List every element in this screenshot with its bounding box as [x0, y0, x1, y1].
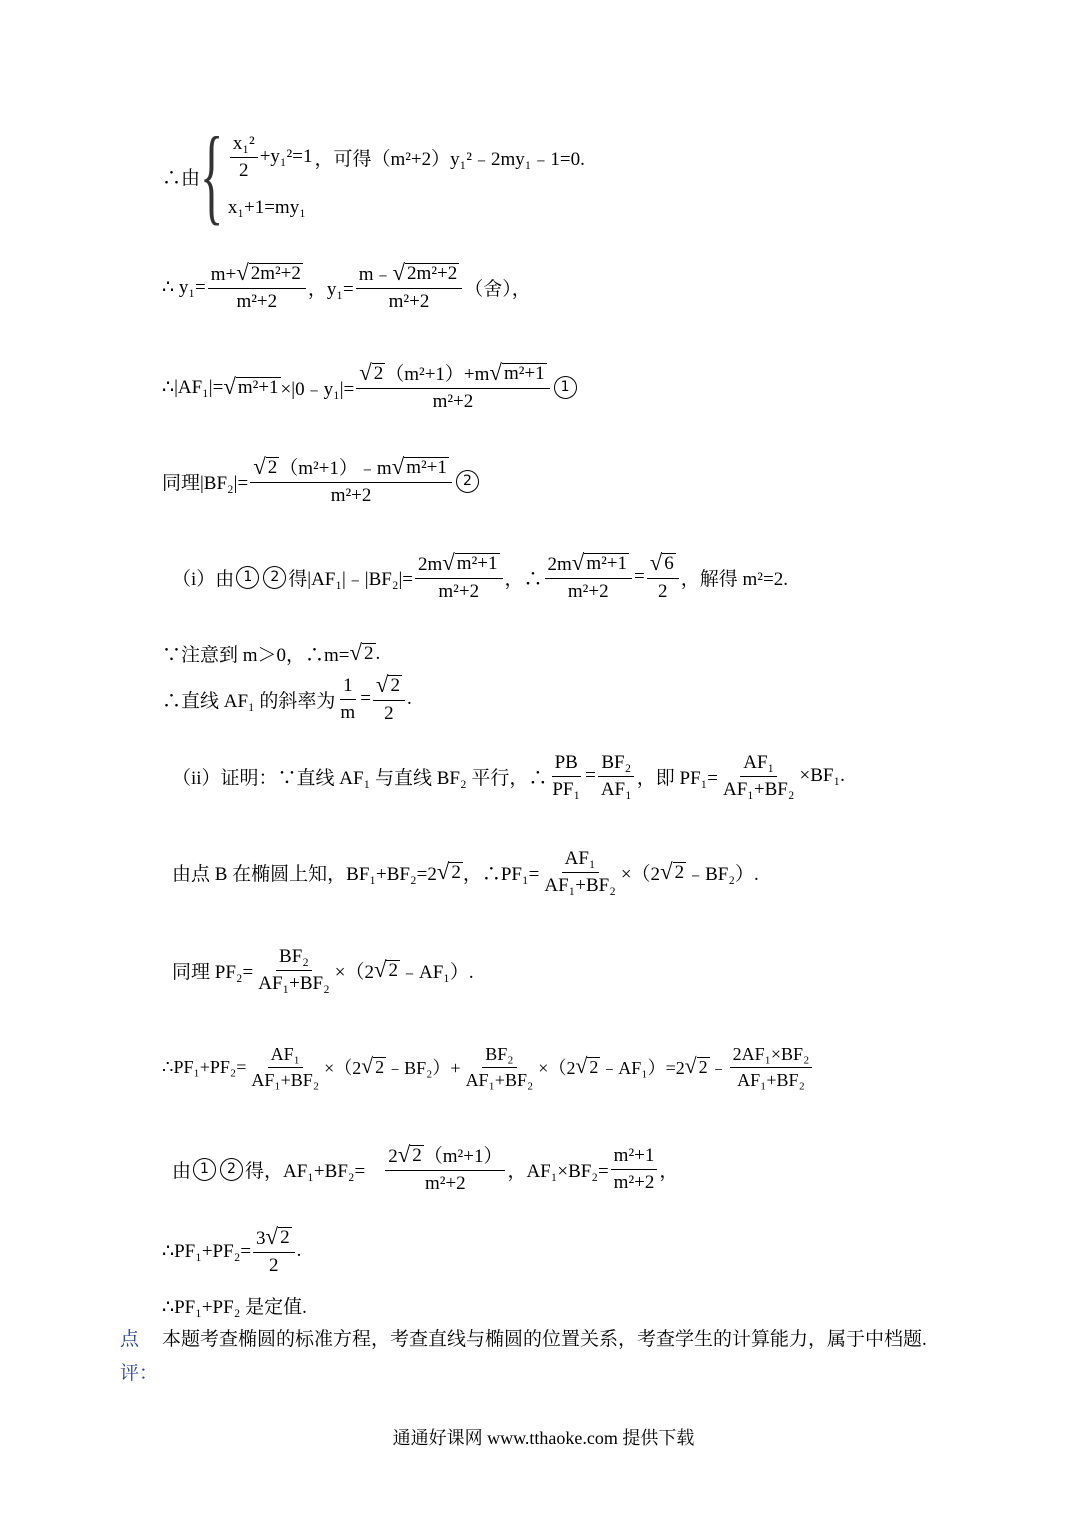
line11-t1a: ×（2	[324, 1058, 362, 1079]
line9-mid: ，∴PF₁=	[462, 863, 540, 885]
line1-result: ，可得（m²+2）y₁²﹣2my₁﹣1=0.	[314, 148, 585, 170]
line-part-i	[172, 552, 788, 603]
line-m-value: ∵注意到 m＞0，∴m= √ 2 .	[162, 640, 381, 666]
line9-tail-a: ×（2	[620, 863, 661, 885]
pf1-frac	[541, 848, 619, 897]
line11-t3rad: 2	[698, 1057, 708, 1078]
line12-f1-num-rad: 2	[412, 1144, 422, 1166]
line-bf2	[162, 456, 481, 507]
line5-lead: （i）由	[172, 568, 235, 590]
line-system	[162, 116, 585, 235]
line7-den2: 2	[384, 702, 394, 724]
circled-2-ref: 2	[263, 566, 286, 589]
line4-num-rad: 2	[267, 456, 278, 478]
line11-f3-num: 2AF₁×BF₂	[730, 1044, 813, 1068]
line3-num-text: （m²+1）+m	[385, 364, 490, 385]
line10-lead: 同理 PF₂=	[172, 961, 254, 983]
af1-plus-bf2-frac: 2 √ 2 （m²+1） m²+2	[385, 1144, 505, 1195]
line-pf2: 同理 PF₂= $\frac{\text{BF₂}}{\text{AF₁+BF₂}}$ ×（2 √ 2 ﹣AF₁）.	[172, 946, 474, 994]
line8-eq: =	[585, 765, 596, 787]
sum-frac-3	[730, 1044, 813, 1090]
line8-lead: （ii）证明：∵直线 AF₁ 与直线 BF₂ 平行，∴	[172, 767, 548, 789]
line5-rhs-den: 2	[657, 580, 668, 602]
line2-lead: ∴ y₁=	[162, 276, 206, 298]
bf2-frac: √ 2 （m²+1）﹣m √ m²+1 m²+2	[250, 456, 452, 507]
root2-den: m²+2	[388, 290, 430, 312]
root2-num-a: m﹣	[358, 264, 393, 285]
line8-f1-num: PB	[552, 752, 581, 777]
ratio-frac-1	[549, 752, 583, 801]
sys-frac-num: x₁²	[230, 133, 258, 158]
line12-f1-den: m²+2	[424, 1172, 466, 1194]
sys-eq1-rest: +y₁²=1	[259, 146, 313, 167]
line5-den: m²+2	[438, 580, 480, 602]
line-af1: ∴|AF₁|= √ m²+1 ×|0﹣y₁|= √ 2 （m²+1）+m √ m²+1 m²+2 1	[162, 362, 579, 413]
line13-num-rad: 2	[280, 1226, 290, 1248]
line5-mid: 得|AF₁|﹣|BF₂|=	[288, 568, 413, 590]
line5-eq: =	[634, 566, 645, 588]
root1-den: m²+2	[236, 290, 278, 312]
line8-f2-num: BF₂	[598, 752, 634, 777]
line12-sep: ，AF₁×BF₂=	[507, 1160, 609, 1182]
line1-lead: ∴由	[162, 167, 201, 189]
line5-num-text: 2m	[418, 554, 443, 575]
line9-tail-b: ﹣BF₂）.	[686, 863, 759, 885]
line6-text-b: .	[375, 642, 381, 664]
line-part-ii	[172, 752, 845, 801]
line2-tail: （舍），	[464, 278, 531, 300]
line5-num-rad: m²+1	[456, 552, 498, 574]
line5-rhs-rad: 6	[664, 552, 674, 574]
comment-text: 本题考查椭圆的标准方程，考查直线与椭圆的位置关系，考查学生的计算能力，属于中档题.	[162, 1329, 927, 1350]
root1-num-rad: 2m²+2	[250, 262, 301, 284]
line11-f1-num: AF₁	[268, 1044, 303, 1068]
line8-f1-den: PF₁	[552, 778, 581, 800]
pf2-frac	[255, 946, 333, 995]
line11-t2rad: 2	[589, 1057, 599, 1078]
diff-frac: 2m √ m²+1 m²+2	[415, 552, 503, 603]
slope-frac	[337, 675, 358, 724]
diff-frac-2: 2m √ m²+1 m²+2	[545, 552, 633, 603]
sys-frac	[230, 133, 258, 182]
line6-text-a: ∵注意到 m＞0，∴m=	[162, 645, 350, 666]
line12-lead: 由	[172, 1160, 192, 1182]
sys-frac-den: 2	[239, 159, 249, 181]
line4-num-text: （m²+1）﹣m	[279, 458, 392, 479]
line12-tail: ，	[659, 1160, 679, 1182]
line5-sep: ，∴	[504, 568, 543, 590]
circled-1-ref-b: 1	[193, 1158, 216, 1181]
sum-frac-1	[248, 1044, 322, 1090]
line7-lead: ∴直线 AF₁ 的斜率为	[162, 690, 336, 712]
line4-den: m²+2	[330, 484, 372, 506]
line8-mid: ，即 PF₁=	[636, 767, 718, 789]
line7-den: m	[340, 701, 356, 723]
line9-f-den: AF₁+BF₂	[544, 874, 616, 896]
line3-den: m²+2	[432, 390, 474, 412]
line10-tail-a: ×（2	[334, 961, 374, 983]
result-frac: 3 √ 2 2	[253, 1226, 295, 1277]
line12-f2-den: m²+2	[613, 1171, 655, 1193]
line11-f2-num: BF₂	[482, 1044, 516, 1068]
line2-sep: ，y₁=	[307, 278, 354, 300]
line11-t2b: ﹣AF₁）=2	[600, 1058, 685, 1079]
line13-tail: .	[296, 1240, 302, 1262]
line13-den: 2	[269, 1254, 279, 1276]
line9-lead: 由点 B 在椭圆上知，BF₁+BF₂=2	[172, 863, 437, 885]
equation-system	[228, 133, 585, 220]
line8-f3-num: AF₁	[740, 752, 777, 777]
line11-f1-den: AF₁+BF₂	[251, 1069, 320, 1090]
left-brace: {	[200, 116, 224, 235]
line4-num-rad2: m²+1	[406, 456, 447, 478]
circled-2-ref-b: 2	[220, 1158, 243, 1181]
line5-num-rad-2: m²+1	[586, 552, 628, 574]
af1-times-bf2-frac	[611, 1145, 658, 1194]
line-conclusion	[162, 1292, 307, 1319]
footer: 通通好课网 www.tthaoke.com 提供下载	[392, 1428, 695, 1448]
line7-tail: .	[406, 688, 412, 710]
line8-tail: ×BF₁.	[799, 765, 845, 787]
line14-text: ∴PF₁+PF₂ 是定值.	[162, 1297, 307, 1318]
line-y1-roots	[162, 262, 531, 313]
sys-eq2: x₁+1=my₁	[227, 197, 306, 219]
circled-1-mark: 1	[554, 376, 577, 399]
line3-num-rad: 2	[373, 362, 384, 384]
line5-num-text-2: 2m	[547, 554, 572, 575]
line10-f-den: AF₁+BF₂	[258, 972, 330, 994]
line11-t2a: ×（2	[538, 1058, 576, 1079]
line8-f3-den: AF₁+BF₂	[722, 778, 795, 800]
comment-label-b: 评：	[120, 1363, 159, 1384]
ratio-frac-3	[720, 752, 798, 801]
line5-tail: ，解得 m²=2.	[680, 568, 788, 590]
slope-frac-2: √ 2 2	[373, 674, 405, 725]
line7-rad: 2	[390, 674, 400, 696]
line3-rad1: m²+1	[237, 376, 279, 398]
line9-f-num: AF₁	[562, 848, 599, 873]
ratio-frac-2	[598, 752, 635, 801]
line9-rad: 2	[451, 861, 461, 883]
line6-rad: 2	[364, 643, 374, 664]
root-frac-1: m+ √ 2m²+2 m²+2	[208, 262, 306, 313]
line12-f1-num-a: 2	[388, 1146, 398, 1167]
line10-tail-b: ﹣AF₁）.	[399, 961, 474, 983]
line5-den-2: m²+2	[567, 580, 609, 602]
line10-tail-rad: 2	[388, 959, 398, 981]
root2-num-rad: 2m²+2	[407, 262, 458, 284]
line11-f3-den: AF₁+BF₂	[737, 1069, 805, 1090]
root-frac-2: m﹣ √ 2m²+2 m²+2	[356, 262, 463, 313]
line13-num-a: 3	[256, 1228, 266, 1249]
comment-label-row	[120, 1358, 158, 1385]
line3-lead: ∴|AF₁|=	[162, 376, 224, 398]
line9-tail-rad: 2	[674, 861, 685, 883]
line4-lead: 同理|BF₂|=	[162, 472, 249, 494]
root1-num-a: m+	[210, 264, 237, 285]
comment-label-a: 点	[120, 1329, 140, 1350]
af1-frac: √ 2 （m²+1）+m √ m²+1 m²+2	[356, 362, 549, 413]
line11-f2-den: AF₁+BF₂	[465, 1069, 534, 1090]
line12-f2-num: m²+1	[611, 1145, 658, 1170]
line7-eq: =	[360, 688, 371, 710]
line12-f1-num-b: （m²+1）	[423, 1146, 503, 1167]
sqrt6-frac: √ 6 2	[647, 552, 679, 603]
circled-1-ref: 1	[236, 566, 259, 589]
line11-t1b: ﹣BF₂）+	[386, 1058, 461, 1079]
line13-lead: ∴PF₁+PF₂=	[162, 1240, 252, 1262]
line8-f2-den: AF₁	[600, 778, 632, 800]
circled-2-mark: 2	[456, 470, 479, 493]
line3-num-rad2: m²+1	[503, 362, 545, 384]
line-from-1-2	[172, 1144, 678, 1195]
line-result	[162, 1226, 301, 1277]
line7-num: 1	[340, 675, 356, 700]
line12-mid: 得，AF₁+BF₂=	[245, 1160, 366, 1182]
line11-t3b: ﹣	[709, 1058, 728, 1079]
sum-frac-2	[463, 1044, 537, 1090]
line11-lead: ∴PF₁+PF₂=	[162, 1056, 247, 1077]
line10-f-num: BF₂	[276, 946, 312, 971]
line-pf1: 由点 B 在椭圆上知，BF₁+BF₂=2 √ 2 ，∴PF₁= $\frac{\text{AF₁}}{\text{AF₁+BF₂}}$ ×（2 √ 2 ﹣BF₂）.	[172, 848, 759, 896]
comment-row	[120, 1324, 927, 1351]
line-slope	[162, 674, 412, 725]
line-sum: ∴PF₁+PF₂= $\frac{\text{AF₁}}{\text{AF₁+BF₂}}$ ×（2 √ 2 ﹣BF₂）+ $\frac{\text{BF₂}}{\text{AF₁+BF₂}}$ ×（2 √ 2 ﹣AF₁）=2 √ 2 ﹣ $\frac{\text{2AF₁×BF₂}}{\text{AF₁+BF₂}}$	[162, 1044, 814, 1090]
line3-mid: ×|0﹣y₁|=	[280, 378, 355, 400]
line11-t1rad: 2	[375, 1057, 385, 1078]
